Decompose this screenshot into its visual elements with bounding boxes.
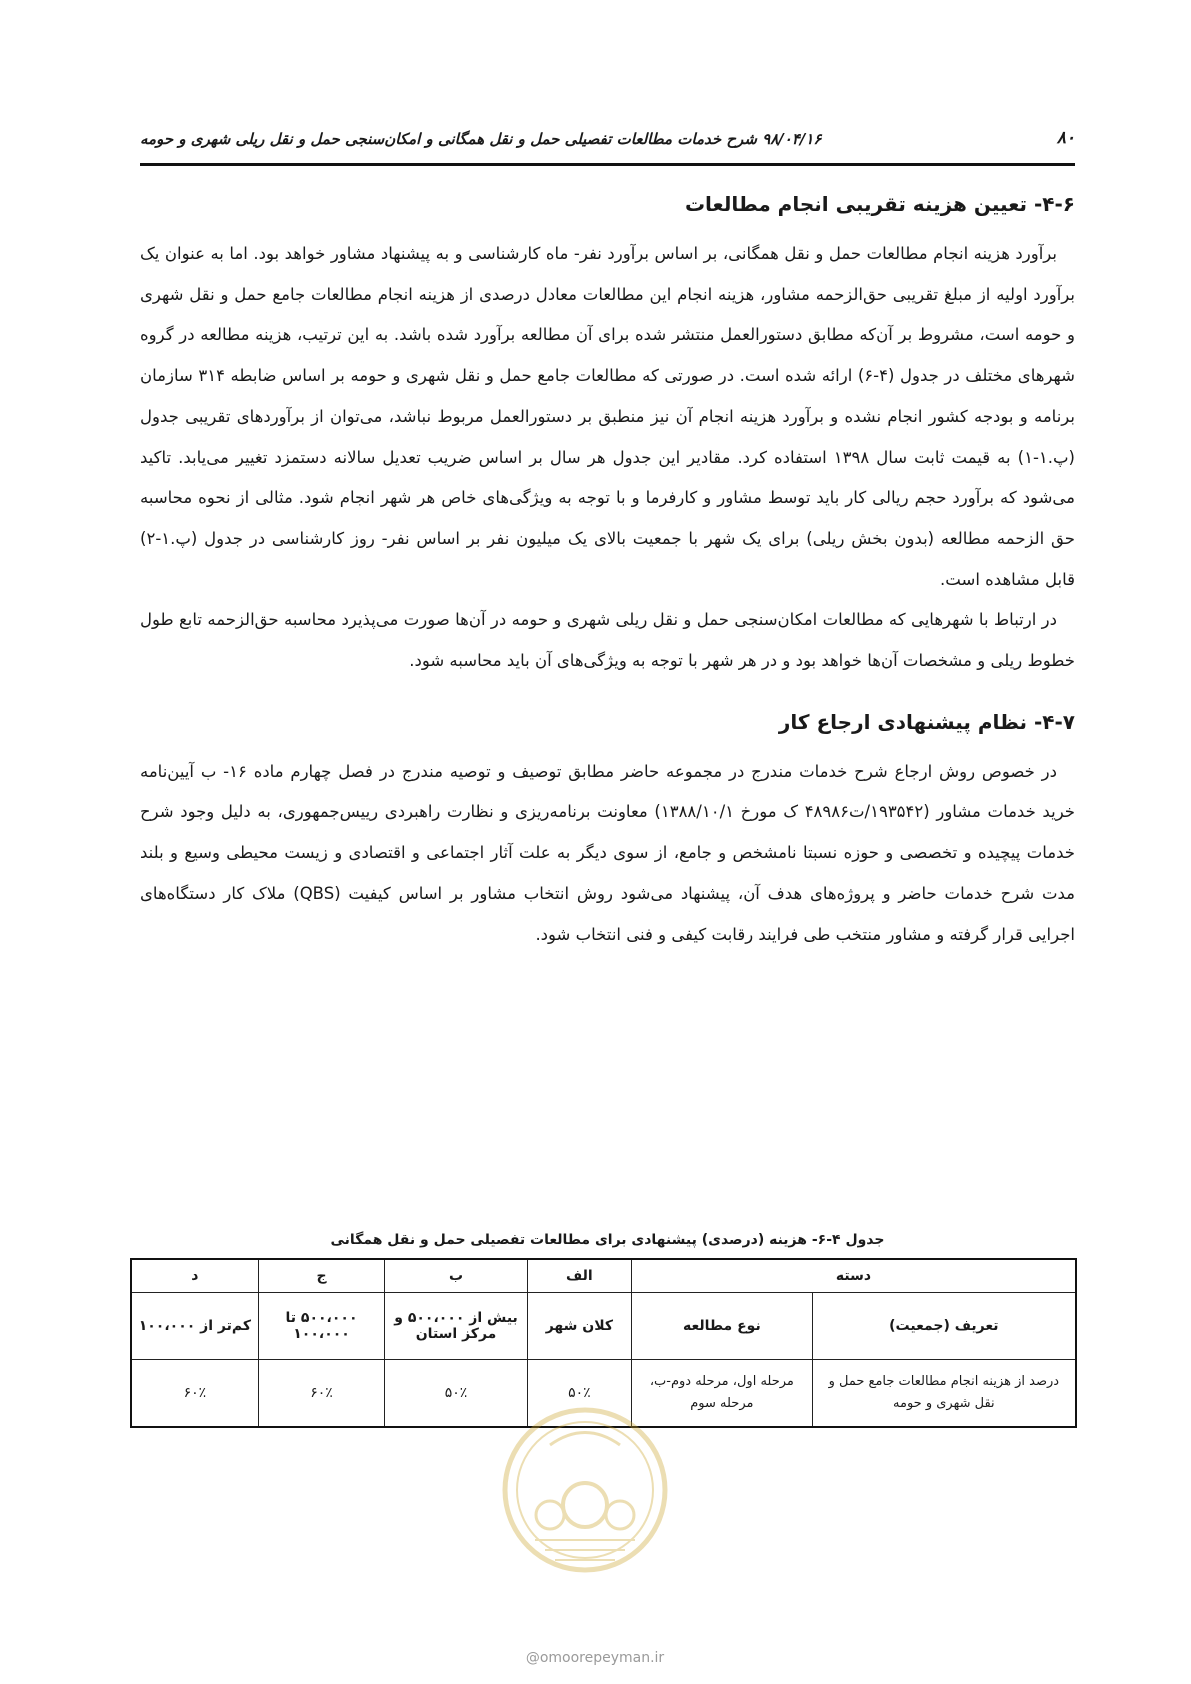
header-cell-100k-500k: ۵۰۰،۰۰۰ تا ۱۰۰،۰۰۰ (258, 1293, 385, 1360)
cell-percent-b: ۵۰٪ (385, 1360, 527, 1428)
header-cell-metropolis: کلان شهر (527, 1293, 631, 1360)
header-cell-a: الف (527, 1259, 631, 1293)
page-number: ۸۰ (1056, 128, 1075, 148)
watermark-url: @omoorepeyman.ir (525, 1650, 665, 1666)
running-header (140, 128, 1075, 158)
header-cell-c: ج (258, 1259, 385, 1293)
body-content (140, 192, 1075, 955)
cell-percent-c: ۶۰٪ (258, 1360, 385, 1428)
header-cell-b: ب (385, 1259, 527, 1293)
paragraph: در خصوص روش ارجاع شرح خدمات مندرج در مجموعه حاضر مطابق توصیف و توصیه مندرج در فصل چهارم ماده ۱۶- ب آیین‌نامه خرید خدمات مشاور (۱۹۳۵۴۲/ت۴۸۹۸۶ ک مورخ ۱۳۸۸/۱۰/۱) معاونت برنامه‌ریزی و نظارت راهبردی رییس‌جمهوری، به دلیل وجود شرح خدمات پیچیده و تخصصی و حوزه نسبتا نامشخص و جامع، از سوی دیگر به علت آثار اجتماعی و اقتصادی و زیست محیطی وسیع و بلند مدت شرح خدمات حاضر و پروژه‌های هدف آن، پیشنهاد می‌شود روش انتخاب مشاور بر اساس کیفیت (QBS) ملاک کار دستگاه‌های اجرایی قرار گرفته و مشاور منتخب طی فرایند رقابت کیفی و فنی انتخاب شود. (140, 761, 1075, 944)
table-caption: جدول ۴-۶- هزینه (درصدی) پیشنهادی برای مطالعات تفصیلی حمل و نقل همگانی (330, 1232, 885, 1248)
header-cell-study-type: نوع مطالعه (632, 1293, 813, 1360)
watermark-logo-icon (495, 1400, 675, 1580)
header-cell-d: د (131, 1259, 258, 1293)
paragraph: برآورد هزینه انجام مطالعات حمل و نقل همگانی، بر اساس برآورد نفر- ماه کارشناسی و به پیشنهاد مشاور خواهد بود. اما به عنوان یک برآورد اولیه از مبلغ تقریبی حق‌الزحمه مشاور، هزینه انجام این مطالعات معادل درصدی از هزینه انجام مطالعات جامع حمل و نقل شهری و حومه است، مشروط بر آن‌که مطابق دستورالعمل منتشر شده برای آن مطالعه برآورد شده باشد. به این ترتیب، هزینه مطالعه در گروه شهرهای مختلف در جدول (۴-۶) ارائه شده است. در صورتی که مطالعات جامع حمل و نقل شهری و حومه بر اساس ضابطه ۳۱۴ سازمان برنامه و بودجه کشور انجام نشده و برآورد هزینه انجام آن نیز منطبق بر دستورالعمل مربوط نباشد، می‌توان از برآوردهای تقریبی جدول (پ.۱-۱) به قیمت ثابت سال ۱۳۹۸ استفاده کرد. مقادیر این جدول هر سال بر اساس ضریب تعدیل سالانه دستمزد تغییر می‌یابد. تاکید می‌شود که برآورد حجم ریالی کار باید توسط مشاور و کارفرما و با توجه به ویژگی‌های خاص هر شهر انجام شود. مثالی از نحوه محاسبه حق الزحمه مطالعه (بدون بخش ریلی) برای یک شهر با جمعیت بالای یک میلیون نفر بر اساس نفر- روز کارشناسی در جدول (پ.۱-۲) قابل مشاهده است. (140, 244, 1075, 589)
paragraph: در ارتباط با شهرهایی که مطالعات امکان‌سنجی حمل و نقل ریلی شهری و حومه در آن‌ها صورت می‌پذیرد محاسبه حق‌الزحمه تابع طول خطوط ریلی و مشخصات آن‌ها خواهد بود و در هر شهر با توجه به ویژگی‌های آن باید محاسبه شود. (140, 610, 1075, 671)
running-title: ۹۸/۰۴/۱۶ شرح خدمات مطالعات تفصیلی حمل و نقل همگانی و امکان‌سنجی حمل و نقل ریلی شهری و حومه (140, 130, 822, 148)
header-cell-over-500k: بیش از ۵۰۰،۰۰۰ و مرکز استان (385, 1293, 527, 1360)
header-cell-definition: تعریف (جمعیت) (812, 1293, 1076, 1360)
cell-percent-d: ۶۰٪ (131, 1360, 258, 1428)
header-cell-category: دسته (632, 1259, 1076, 1293)
table-group-header-row (131, 1259, 1076, 1293)
table-sub-header-row (131, 1293, 1076, 1360)
section-heading-4-6: ۴-۶- تعیین هزینه تقریبی انجام مطالعات (684, 192, 1075, 216)
header-rule (140, 163, 1075, 166)
cell-definition: درصد از هزینه انجام مطالعات جامع حمل و نقل شهری و حومه (812, 1360, 1076, 1428)
cell-study-type: مرحله اول، مرحله دوم-ب، مرحله سوم (632, 1360, 813, 1428)
cell-percent-a: ۵۰٪ (527, 1360, 631, 1428)
header-cell-under-100k: کم‌تر از ۱۰۰،۰۰۰ (131, 1293, 258, 1360)
section-heading-4-7: ۴-۷- نظام پیشنهادی ارجاع کار (778, 709, 1075, 734)
